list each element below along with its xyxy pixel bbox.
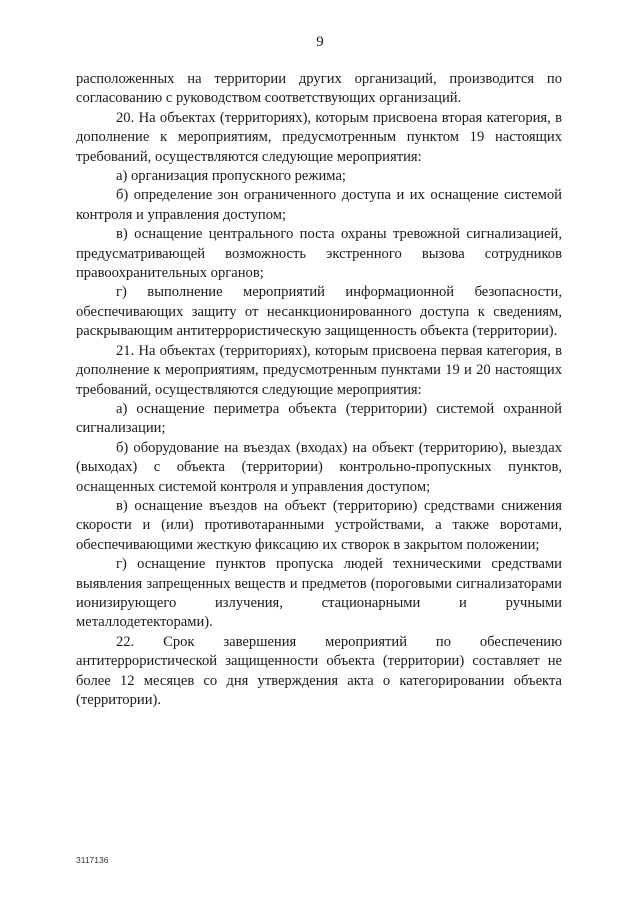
paragraph-item-21-b: б) оборудование на въездах (входах) на объект (территорию), выездах (выходах) с объекта (территории) контрольно-пропускных пунктов, оснащенных системой контроля и управления доступом; xyxy=(76,439,562,495)
paragraph-continuation: расположенных на территории других организаций, производится по согласованию с руководством соответствующих организаций. xyxy=(76,71,562,107)
document-body xyxy=(76,70,562,710)
paragraph-item-21-a: а) оснащение периметра объекта (территории) системой охранной сигнализации; xyxy=(76,400,562,437)
footer-document-code: 3117136 xyxy=(76,855,109,865)
page-number: 9 xyxy=(316,34,324,50)
paragraph-item-20-g: г) выполнение мероприятий информационной безопасности, обеспечивающих защиту от несанкционированного доступа к сведениям, раскрывающим антитеррористическую защищенность объекта (территории). xyxy=(76,284,562,340)
paragraph-item-20: 20. На объектах (территориях), которым присвоена вторая категория, в дополнение к мероприятиям, предусмотренным пунктом 19 настоящих требований, осуществляются следующие мероприятия: xyxy=(76,109,562,165)
paragraph-item-20-v: в) оснащение центрального поста охраны тревожной сигнализацией, предусматривающей возможность экстренного вызова сотрудников правоохранительных органов; xyxy=(76,226,562,282)
paragraph-item-21-v: в) оснащение въездов на объект (территорию) средствами снижения скорости и (или) противотаранными устройствами, а также воротами, обеспечивающими жесткую фиксацию их створок в закрытом положении; xyxy=(76,497,562,553)
paragraph-item-21: 21. На объектах (территориях), которым присвоена первая категория, в дополнение к мероприятиям, предусмотренным пунктами 19 и 20 настоящих требований, осуществляются следующие мероприятия: xyxy=(76,342,562,398)
paragraph-item-20-a: а) организация пропускного режима; xyxy=(116,168,346,185)
paragraph-item-21-g: г) оснащение пунктов пропуска людей техническими средствами выявления запрещенных веществ и предметов (пороговыми сигнализаторами ионизирующего излучения, стационарными и ручными металлодетекторами). xyxy=(76,556,562,631)
paragraph-item-22: 22. Срок завершения мероприятий по обеспечению антитеррористической защищенности объекта (территории) составляет не более 12 месяцев со дня утверждения акта о категорировании объекта (территории). xyxy=(76,633,562,708)
paragraph-item-20-b: б) определение зон ограниченного доступа и их оснащение системой контроля и управления доступом; xyxy=(76,187,562,223)
